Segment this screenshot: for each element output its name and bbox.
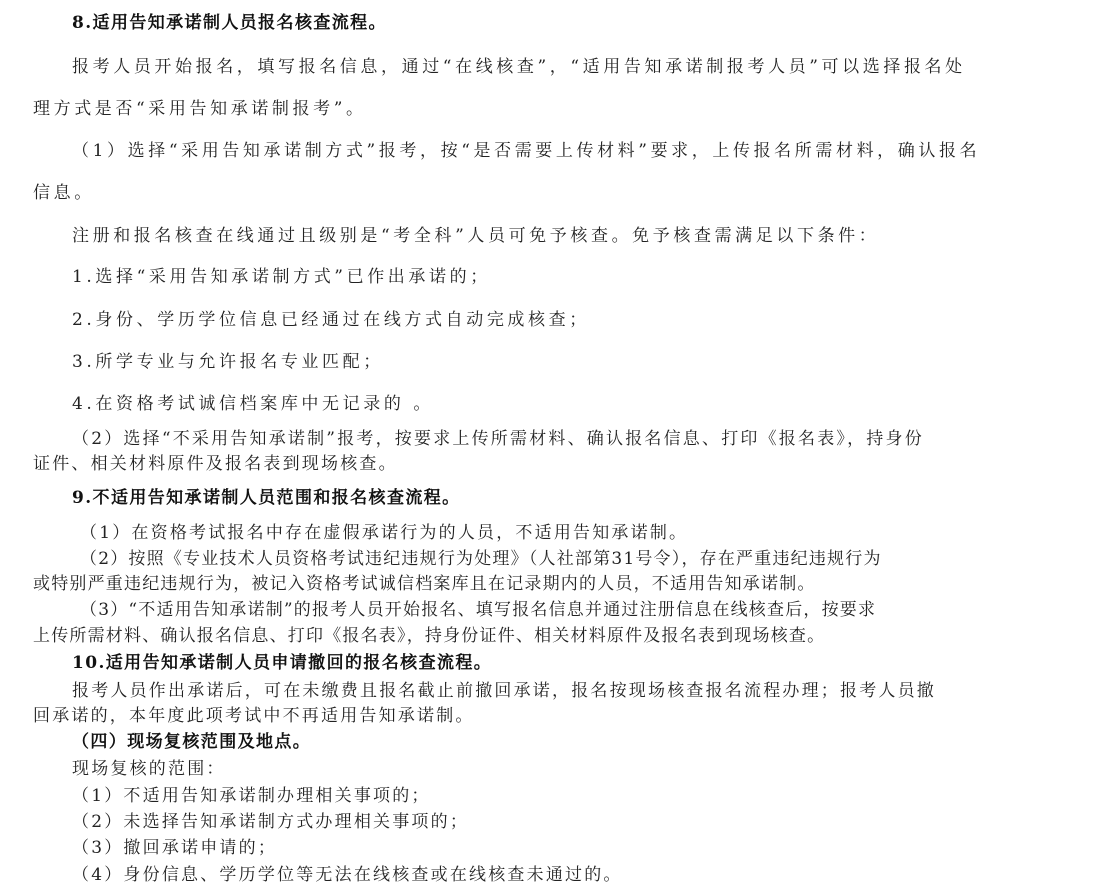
condition-item: 2.身份、学历学位信息已经通过在线方式自动完成核查； xyxy=(72,310,590,330)
paragraph-line: （1）选择“采用告知承诺制方式”报考，按“是否需要上传材料”要求，上传报名所需材料，确认报名 xyxy=(72,141,981,161)
condition-item: 1.选择“采用告知承诺制方式”已作出承诺的； xyxy=(72,267,491,287)
paragraph-line: 证件、相关材料原件及报名表到现场核查。 xyxy=(33,454,398,474)
paragraph-line: 回承诺的，本年度此项考试中不再适用告知承诺制。 xyxy=(33,706,475,726)
paragraph-line: 报考人员作出承诺后，可在未缴费且报名截止前撤回承诺，报名按现场核查报名流程办理；报考人员撤 xyxy=(72,681,936,701)
list-item: （2）未选择告知承诺制方式办理相关事项的； xyxy=(72,812,470,832)
section-9-heading: 9.不适用告知承诺制人员范围和报名核查流程。 xyxy=(72,488,461,508)
paragraph-line: （1）在资格考试报名中存在虚假承诺行为的人员，不适用告知承诺制。 xyxy=(80,523,689,543)
list-item: （3）撤回承诺申请的； xyxy=(72,838,278,858)
list-item: （1）不适用告知承诺制办理相关事项的； xyxy=(72,786,431,806)
section-10-heading: 10.适用告知承诺制人员申请撤回的报名核查流程。 xyxy=(72,653,493,673)
paragraph-line: 现场复核的范围： xyxy=(72,759,226,779)
paragraph-line: 理方式是否“采用告知承诺制报考”。 xyxy=(33,99,367,119)
paragraph-line: 或特别严重违纪违规行为，被记入资格考试诚信档案库且在记录期内的人员，不适用告知承诺制。 xyxy=(33,574,816,594)
cropped-previous-line xyxy=(80,0,140,3)
paragraph-line: （3）“不适用告知承诺制”的报考人员开始报名、填写报名信息并通过注册信息在线核查后，按要求 xyxy=(80,600,877,620)
paragraph-line: 报考人员开始报名，填写报名信息，通过“在线核查”，“适用告知承诺制报考人员”可以选择报名处 xyxy=(72,57,966,77)
paragraph-line: 上传所需材料、确认报名信息、打印《报名表》，持身份证件、相关材料原件及报名表到现场核查。 xyxy=(33,626,826,646)
paragraph-line: （2）按照《专业技术人员资格考试违纪违规行为处理》（人社部第31号令），存在严重违纪违规行为 xyxy=(80,549,882,569)
section-8-heading: 8.适用告知承诺制人员报名核查流程。 xyxy=(72,13,387,33)
condition-item: 3.所学专业与允许报名专业匹配； xyxy=(72,352,384,372)
paragraph-line: 注册和报名核查在线通过且级别是“考全科”人员可免予核查。免予核查需满足以下条件： xyxy=(72,226,880,246)
section-4-heading: （四）现场复核范围及地点。 xyxy=(72,732,312,752)
paragraph-line: 信息。 xyxy=(33,183,95,203)
condition-item: 4.在资格考试诚信档案库中无记录的 。 xyxy=(72,394,435,414)
paragraph-line: （2）选择“不采用告知承诺制”报考，按要求上传所需材料、确认报名信息、打印《报名表》，持身份 xyxy=(72,429,924,449)
list-item: （4）身份信息、学历学位等无法在线核查或在线核查未通过的。 xyxy=(72,865,623,885)
